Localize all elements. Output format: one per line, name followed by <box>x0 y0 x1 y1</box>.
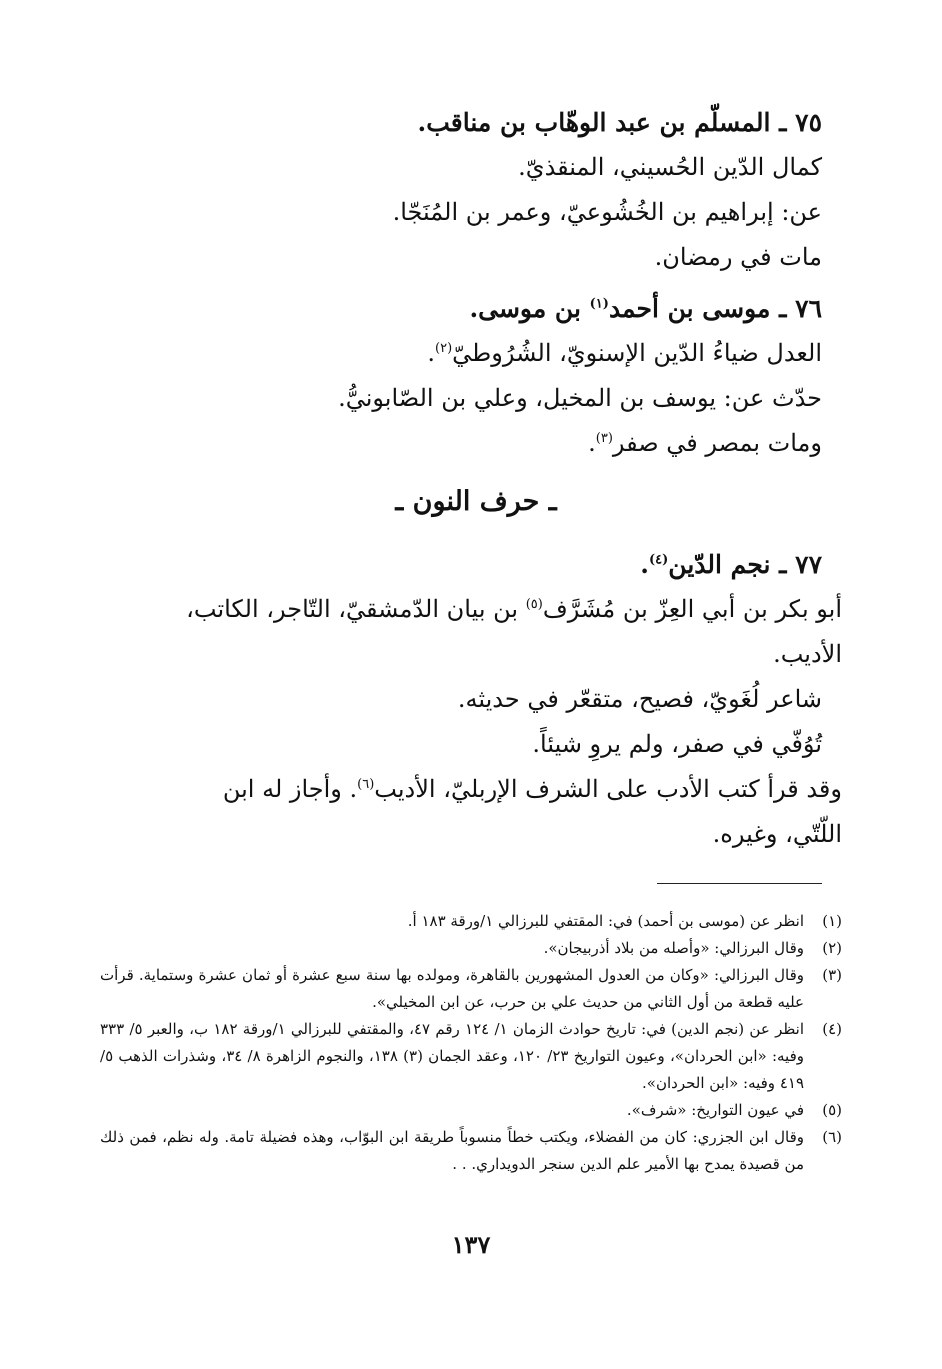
entry-76-line-3-text: ومات بمصر في صفر <box>612 429 822 457</box>
entry-75-line-2: عن: إبراهيم بن الخُشُوعيّ، وعمر بن المُنَجّا. <box>392 198 822 226</box>
entry-76-line-1 <box>100 331 822 376</box>
entry-77-line-1 <box>30 587 842 632</box>
footnote-1 <box>100 908 842 935</box>
entry-77-line-4 <box>30 767 842 812</box>
entry-76-heading <box>100 286 822 331</box>
footnote-number: (٣) <box>822 966 842 984</box>
entry-77-line-4b: . وأجاز له ابن <box>222 775 358 803</box>
entry-76-line-3-end: . <box>588 429 596 457</box>
footnote-ref-3: (٣) <box>595 431 613 446</box>
entry-75-heading: ٧٥ ـ المسلّم بن عبد الوهّاب بن مناقب. <box>417 108 822 137</box>
footnotes <box>100 908 842 1178</box>
footnote-number: (٤) <box>822 1020 842 1038</box>
entry-76-line-2: حدّث عن: يوسف بن المخيل، وعلي بن الصّابونيُّ. <box>338 384 822 412</box>
entry-75-line-3: مات في رمضان. <box>654 243 822 271</box>
entry-75-line-1: كمال الدّين الحُسيني، المنقذيّ. <box>518 153 822 181</box>
footnote-3 <box>100 962 842 1016</box>
footnote-text: انظر عن (نجم الدين) في: تاريخ حوادث الزمان ١/ ١٢٤ رقم ٤٧، والمقتفي للبرزالي ١/ورقة ١٨٢ ب، والعبر ٥/ ٣٣٣ وفيه: «ابن الحردان»، وعيون التواريخ ٢٣/ ١٢٠، وعقد الجمان (٣) ١٣٨، والنجوم الزاهرة ٨/ ٣٤، وشذرات الذهب ٥/ ٤١٩ وفيه: «ابن الحردان». <box>100 1020 805 1092</box>
entry-77-line-4a: وقد قرأ كتب الأدب على الشرف الإربليّ، الأديب <box>374 775 842 803</box>
entry-75 <box>100 100 822 280</box>
entry-76-line-3 <box>100 421 822 466</box>
entry-77-line-4-cont: اللّتّي، وغيره. <box>712 820 842 848</box>
entry-76-line-1-text: العدل ضياءُ الدّين الإسنويّ، الشُرُوطيّ <box>452 339 822 367</box>
footnote-number: (٥) <box>822 1101 842 1119</box>
entry-76-line-1-end: . <box>427 339 436 367</box>
entry-77-line-1b: بن بيان الدّمشقيّ، التّاجر، الكاتب، <box>186 595 526 623</box>
entry-76-heading-end: بن موسى. <box>469 294 590 323</box>
footnote-4 <box>100 1016 842 1097</box>
footnote-text: انظر عن (موسى بن أحمد) في: المقتفي للبرزالي ١/ورقة ١٨٣ أ. <box>407 912 804 930</box>
footnote-text: وقال البرزالي: «وأصله من بلاد أذربيجان». <box>543 939 804 957</box>
entry-76 <box>100 286 822 466</box>
entry-77-line-1-cont: الأديب. <box>773 640 842 668</box>
page-number: ١٣٧ <box>451 1230 491 1259</box>
footnote-2 <box>100 935 842 962</box>
footnote-number: (٦) <box>822 1128 842 1146</box>
entry-77-line-1a: أبو بكر بن أبي العِزّ بن مُشَرَّف <box>542 595 842 623</box>
footnote-text: في عيون التواريخ: «شرف». <box>626 1101 804 1119</box>
footnote-number: (٢) <box>822 939 842 957</box>
entry-77-line-3: تُوُفّي في صفر، ولم يروِ شيئاً. <box>532 730 822 758</box>
entry-77-heading <box>100 542 822 587</box>
footnote-ref-4: (٤) <box>649 552 669 568</box>
entry-77-heading-end: . <box>640 550 649 579</box>
footnote-number: (١) <box>822 912 842 930</box>
entry-77 <box>100 542 842 857</box>
footnote-5 <box>100 1097 842 1124</box>
footnote-text: وقال البرزالي: «وكان من العدول المشهورين بالقاهرة، ومولده بها سنة سبع عشرة أو ثمان عشرة وستماية. قرأت عليه قطعة من أول الثاني من حديث علي بن حرب، عن ابن المخيلي». <box>100 966 804 1011</box>
footnote-text: وقال ابن الجزري: كان من الفضلاء، ويكتب خطاً منسوباً طريقة ابن البوّاب، وهذه فضيلة تامة. وله نظم، فمن ذلك من قصيدة يمدح بها الأمير علم الدين سنجر الدويداري. . . <box>100 1128 804 1173</box>
footnote-ref-6: (٦) <box>357 777 375 792</box>
footnote-separator <box>657 883 822 884</box>
footnote-ref-5: (٥) <box>525 597 543 612</box>
footnote-6 <box>100 1124 842 1178</box>
footnote-ref-2: (٢) <box>435 341 453 356</box>
section-title: ـ حرف النون ـ <box>395 486 557 517</box>
footnote-ref-1: (١) <box>589 296 609 312</box>
entry-76-heading-name: ٧٦ ـ موسى بن أحمد <box>608 294 822 323</box>
entry-77-heading-text: ٧٧ ـ نجم الدّين <box>668 550 822 579</box>
entry-77-line-2: شاعر لُغَويّ، فصيح، متقعّر في حديثه. <box>457 685 822 713</box>
